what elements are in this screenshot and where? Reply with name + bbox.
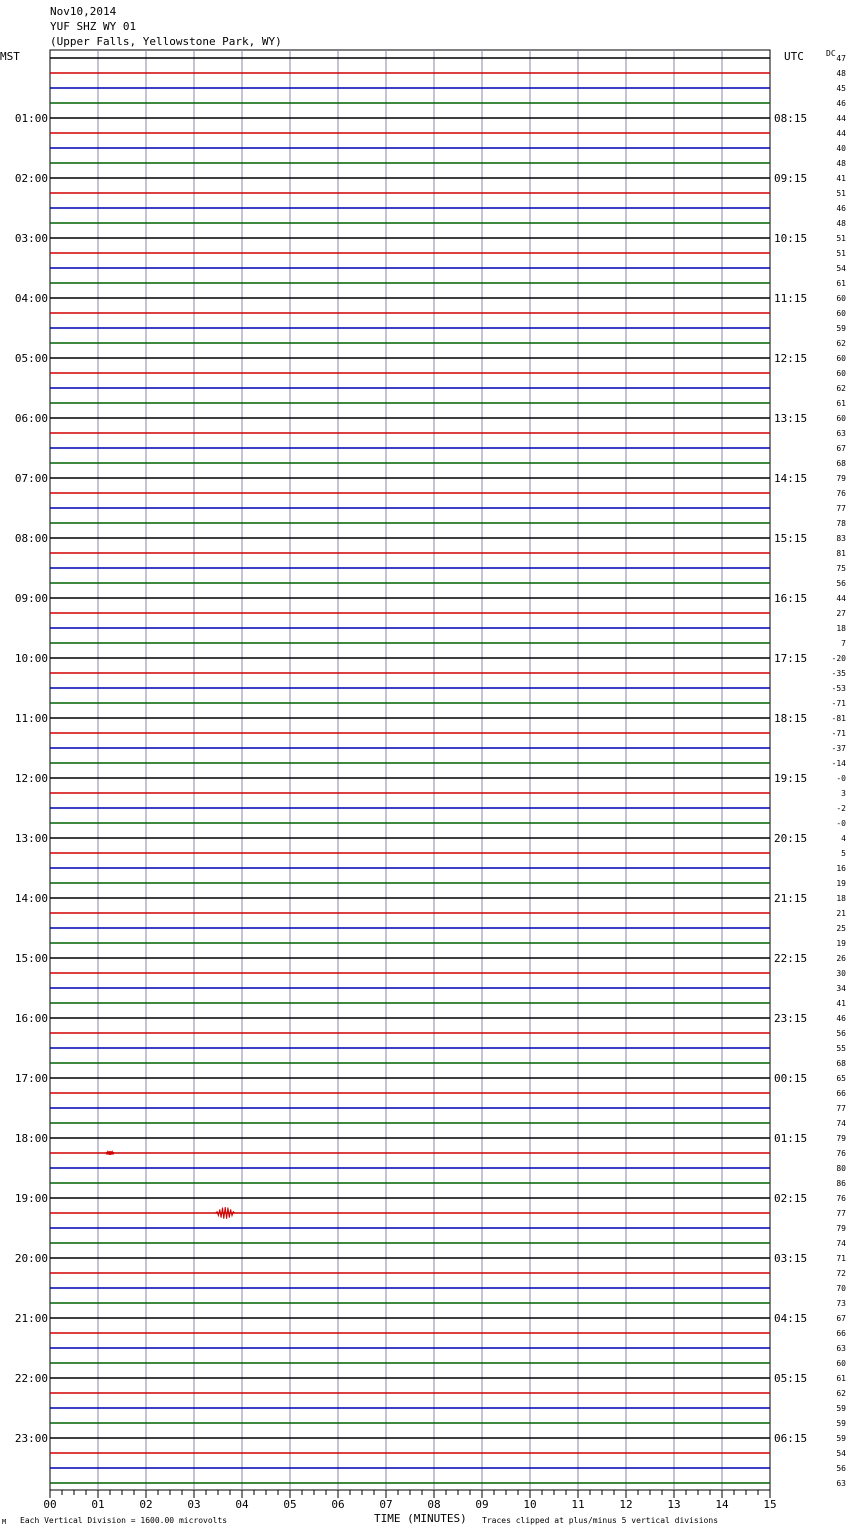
dc-offset-label: -71	[831, 729, 846, 738]
left-hour-label: 02:00	[14, 172, 48, 185]
dc-offset-label: 68	[836, 459, 846, 468]
x-tick-label: 04	[235, 1498, 249, 1511]
dc-offset-label: 77	[836, 1209, 846, 1218]
left-hour-label: 10:00	[14, 652, 48, 665]
dc-offset-label: 63	[836, 429, 846, 438]
dc-offset-label: 80	[836, 1164, 846, 1173]
dc-offset-label: 59	[836, 1434, 846, 1443]
x-tick-label: 13	[667, 1498, 681, 1511]
dc-offset-label: 76	[836, 1149, 846, 1158]
x-tick-label: 01	[91, 1498, 105, 1511]
dc-offset-label: 54	[836, 1449, 846, 1458]
right-hour-label: 18:15	[774, 712, 808, 725]
dc-offset-label: 30	[836, 969, 846, 978]
dc-offset-label: 51	[836, 234, 846, 243]
right-hour-label: 20:15	[774, 832, 808, 845]
dc-offset-label: 79	[836, 1134, 846, 1143]
left-hour-label: 08:00	[14, 532, 48, 545]
dc-offset-label: 48	[836, 69, 846, 78]
dc-offset-label: 54	[836, 264, 846, 273]
dc-offset-label: 46	[836, 1014, 846, 1023]
dc-offset-label: 74	[836, 1239, 846, 1248]
left-hour-label: 07:00	[14, 472, 48, 485]
dc-offset-label: 44	[836, 114, 846, 123]
left-hour-label: 05:00	[14, 352, 48, 365]
x-tick-label: 15	[763, 1498, 777, 1511]
left-hour-label: 14:00	[14, 892, 48, 905]
dc-offset-label: 59	[836, 1404, 846, 1413]
dc-offset-label: 81	[836, 549, 846, 558]
event-waveform	[106, 1151, 115, 1155]
dc-offset-label: -71	[831, 699, 846, 708]
dc-offset-label: 70	[836, 1284, 846, 1293]
dc-offset-label: 34	[836, 984, 846, 993]
dc-offset-label: -0	[836, 774, 846, 783]
right-hour-label: 00:15	[774, 1072, 808, 1085]
dc-offset-label: -37	[831, 744, 846, 753]
left-hour-label: 12:00	[14, 772, 48, 785]
x-tick-label: 14	[715, 1498, 729, 1511]
left-hour-label: 23:00	[14, 1432, 48, 1445]
dc-offset-label: 72	[836, 1269, 846, 1278]
right-hour-label: 08:15	[774, 112, 808, 125]
dc-offset-label: 48	[836, 219, 846, 228]
dc-offset-label: 66	[836, 1329, 846, 1338]
left-hour-label: 17:00	[14, 1072, 48, 1085]
header-station: YUF SHZ WY 01	[50, 20, 137, 33]
dc-offset-label: 61	[836, 1374, 846, 1383]
dc-offset-label: 44	[836, 129, 846, 138]
dc-offset-label: 25	[836, 924, 846, 933]
dc-offset-label: 79	[836, 474, 846, 483]
right-hour-label: 09:15	[774, 172, 808, 185]
left-hour-label: 09:00	[14, 592, 48, 605]
clip-note: Traces clipped at plus/minus 5 vertical divisions	[482, 1516, 719, 1525]
dc-offset-label: 3	[841, 789, 846, 798]
left-hour-label: 06:00	[14, 412, 48, 425]
right-hour-label: 10:15	[774, 232, 808, 245]
dc-offset-label: 68	[836, 1059, 846, 1068]
scale-note: Each Vertical Division = 1600.00 microvolts	[20, 1516, 228, 1525]
dc-offset-label: 63	[836, 1344, 846, 1353]
right-hour-label: 22:15	[774, 952, 808, 965]
dc-offset-label: 77	[836, 504, 846, 513]
right-hour-label: 03:15	[774, 1252, 808, 1265]
left-hour-label: 03:00	[14, 232, 48, 245]
dc-offset-label: 46	[836, 99, 846, 108]
dc-label: DC	[826, 49, 836, 58]
dc-offset-label: 67	[836, 444, 846, 453]
dc-offset-label: 76	[836, 1194, 846, 1203]
left-hour-label: 15:00	[14, 952, 48, 965]
dc-offset-label: 5	[841, 849, 846, 858]
dc-offset-label: 73	[836, 1299, 846, 1308]
dc-offset-label: 46	[836, 204, 846, 213]
right-hour-label: 02:15	[774, 1192, 808, 1205]
right-hour-label: 23:15	[774, 1012, 808, 1025]
dc-offset-label: 59	[836, 1419, 846, 1428]
dc-offset-label: 61	[836, 399, 846, 408]
dc-offset-label: 41	[836, 174, 846, 183]
dc-offset-label: 47	[836, 54, 846, 63]
dc-offset-label: 60	[836, 354, 846, 363]
dc-offset-label: 62	[836, 339, 846, 348]
left-hour-label: 20:00	[14, 1252, 48, 1265]
left-hour-label: 18:00	[14, 1132, 48, 1145]
dc-offset-label: 56	[836, 579, 846, 588]
dc-offset-label: 56	[836, 1029, 846, 1038]
dc-offset-label: 56	[836, 1464, 846, 1473]
x-tick-label: 06	[331, 1498, 345, 1511]
dc-offset-label: 40	[836, 144, 846, 153]
dc-offset-label: 59	[836, 324, 846, 333]
dc-offset-label: -81	[831, 714, 846, 723]
dc-offset-label: 60	[836, 294, 846, 303]
right-hour-label: 01:15	[774, 1132, 808, 1145]
dc-offset-label: 86	[836, 1179, 846, 1188]
right-hour-label: 04:15	[774, 1312, 808, 1325]
right-hour-label: 14:15	[774, 472, 808, 485]
header-location: (Upper Falls, Yellowstone Park, WY)	[50, 35, 282, 48]
right-hour-label: 06:15	[774, 1432, 808, 1445]
plot-frame	[50, 50, 770, 1490]
right-zone-label: UTC	[784, 50, 804, 63]
dc-offset-label: -14	[831, 759, 846, 768]
x-tick-label: 03	[187, 1498, 201, 1511]
dc-offset-label: 18	[836, 894, 846, 903]
right-hour-label: 13:15	[774, 412, 808, 425]
dc-offset-label: 62	[836, 1389, 846, 1398]
x-axis-label: TIME (MINUTES)	[374, 1512, 467, 1525]
dc-offset-label: 44	[836, 594, 846, 603]
dc-offset-label: 51	[836, 249, 846, 258]
dc-offset-label: 76	[836, 489, 846, 498]
right-hour-label: 11:15	[774, 292, 808, 305]
left-hour-label: 22:00	[14, 1372, 48, 1385]
dc-offset-label: 48	[836, 159, 846, 168]
right-hour-label: 17:15	[774, 652, 808, 665]
dc-offset-label: -0	[836, 819, 846, 828]
dc-offset-label: 62	[836, 384, 846, 393]
right-hour-label: 15:15	[774, 532, 808, 545]
left-hour-label: 19:00	[14, 1192, 48, 1205]
dc-offset-label: 71	[836, 1254, 846, 1263]
dc-offset-label: 41	[836, 999, 846, 1008]
right-hour-label: 19:15	[774, 772, 808, 785]
left-hour-label: 01:00	[14, 112, 48, 125]
dc-offset-label: 60	[836, 414, 846, 423]
dc-offset-label: 60	[836, 309, 846, 318]
left-hour-label: 13:00	[14, 832, 48, 845]
dc-offset-label: 75	[836, 564, 846, 573]
left-hour-label: 04:00	[14, 292, 48, 305]
left-zone-label: MST	[0, 50, 20, 63]
x-tick-label: 08	[427, 1498, 441, 1511]
dc-offset-label: 21	[836, 909, 846, 918]
right-hour-label: 05:15	[774, 1372, 808, 1385]
dc-offset-label: 26	[836, 954, 846, 963]
dc-offset-label: 55	[836, 1044, 846, 1053]
dc-offset-label: 77	[836, 1104, 846, 1113]
dc-offset-label: 83	[836, 534, 846, 543]
dc-offset-label: 63	[836, 1479, 846, 1488]
dc-offset-label: 19	[836, 879, 846, 888]
left-hour-label: 11:00	[14, 712, 48, 725]
right-hour-label: 21:15	[774, 892, 808, 905]
left-hour-label: 21:00	[14, 1312, 48, 1325]
x-tick-label: 10	[523, 1498, 537, 1511]
dc-offset-label: 78	[836, 519, 846, 528]
x-tick-label: 02	[139, 1498, 153, 1511]
dc-offset-label: 67	[836, 1314, 846, 1323]
dc-offset-label: 19	[836, 939, 846, 948]
dc-offset-label: -53	[831, 684, 846, 693]
dc-offset-label: 61	[836, 279, 846, 288]
dc-offset-label: 16	[836, 864, 846, 873]
dc-offset-label: -35	[831, 669, 846, 678]
dc-offset-label: 65	[836, 1074, 846, 1083]
dc-offset-label: 60	[836, 369, 846, 378]
x-tick-label: 07	[379, 1498, 393, 1511]
x-tick-label: 05	[283, 1498, 297, 1511]
dc-offset-label: 7	[841, 639, 846, 648]
right-hour-label: 16:15	[774, 592, 808, 605]
dc-offset-label: 18	[836, 624, 846, 633]
dc-offset-label: 51	[836, 189, 846, 198]
header-date: Nov10,2014	[50, 5, 117, 18]
dc-offset-label: 27	[836, 609, 846, 618]
dc-offset-label: 66	[836, 1089, 846, 1098]
x-tick-label: 00	[43, 1498, 57, 1511]
dc-offset-label: 79	[836, 1224, 846, 1233]
dc-offset-label: -20	[831, 654, 846, 663]
dc-offset-label: 4	[841, 834, 846, 843]
x-tick-label: 11	[571, 1498, 585, 1511]
x-tick-label: 09	[475, 1498, 489, 1511]
dc-offset-label: 74	[836, 1119, 846, 1128]
x-tick-label: 12	[619, 1498, 633, 1511]
dc-offset-label: 60	[836, 1359, 846, 1368]
right-hour-label: 12:15	[774, 352, 808, 365]
dc-offset-label: -2	[836, 804, 846, 813]
dc-offset-label: 45	[836, 84, 846, 93]
left-hour-label: 16:00	[14, 1012, 48, 1025]
corner-mark: M	[2, 1518, 7, 1526]
